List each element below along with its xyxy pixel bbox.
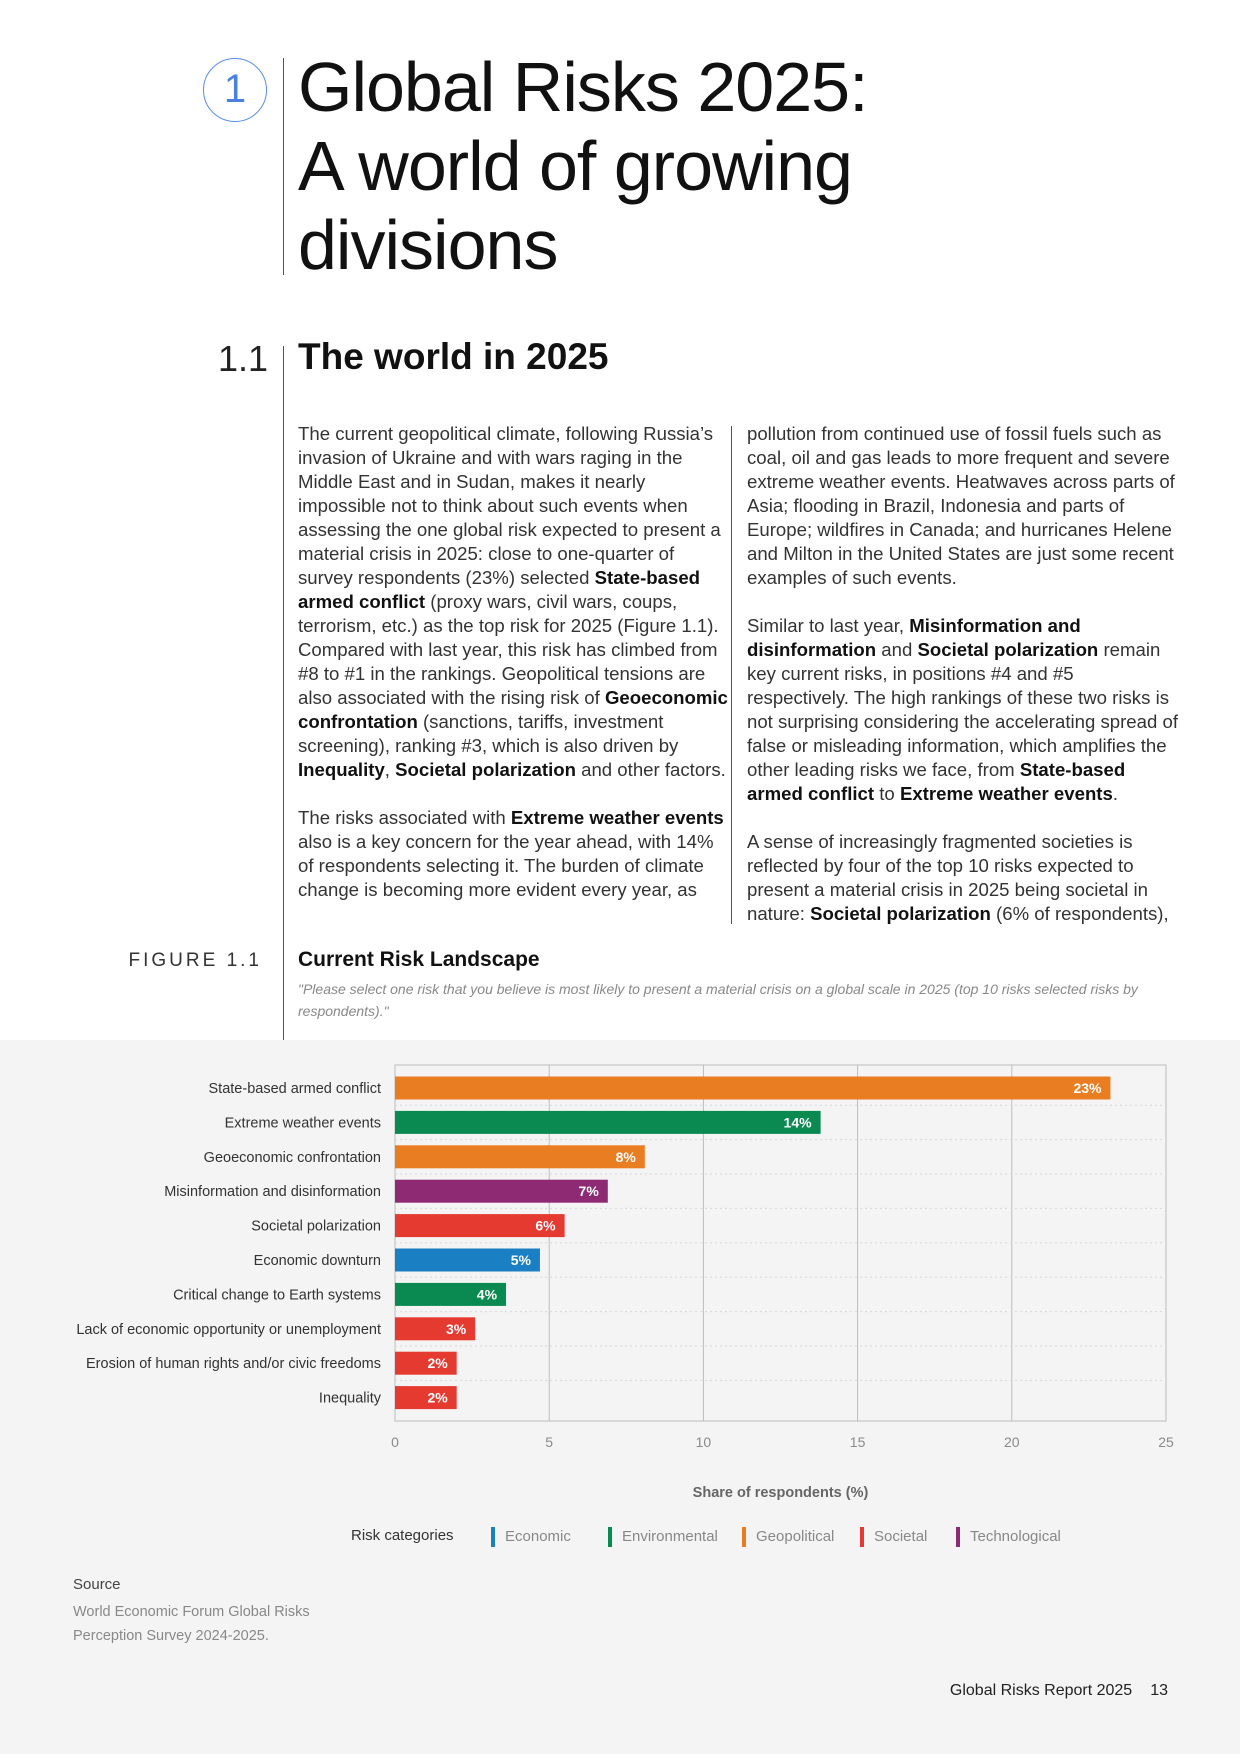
chapter-divider xyxy=(283,58,284,275)
data-label: 14% xyxy=(783,1114,812,1131)
body-text: , xyxy=(384,759,396,780)
category-label: Misinformation and disinformation xyxy=(164,1184,381,1201)
data-label: 7% xyxy=(578,1183,599,1200)
legend-title: Risk categories xyxy=(351,1527,454,1544)
x-tick-label: 15 xyxy=(849,1434,866,1450)
category-label: Lack of economic opportunity or unemployment xyxy=(76,1321,381,1338)
emphasis-text: Extreme weather events xyxy=(899,783,1113,804)
figure-subtitle: "Please select one risk that you believe is most likely to present a material crisis on a global scale in 2025 (top 10 risks selected risks by respondents)." xyxy=(298,981,1138,1019)
category-label: Economic downturn xyxy=(253,1253,381,1269)
category-label: Erosion of human rights and/or civic freedoms xyxy=(86,1356,381,1373)
legend-item-societal: Societal xyxy=(860,1527,927,1547)
x-tick-label: 25 xyxy=(1158,1434,1174,1450)
body-paragraph xyxy=(298,422,728,782)
body-text: . xyxy=(1112,783,1119,804)
bar xyxy=(395,1111,821,1134)
figure-label: FIGURE 1.1 xyxy=(128,950,262,971)
x-axis-label: Share of respondents (%) xyxy=(692,1485,869,1501)
body-text: The current geopolitical climate, following Russia’s invasion of Ukraine and with wars raging in the Middle East and in Sudan, makes it nearly impossible not to think about such events when assessing the one global risk expected to present a material crisis in 2025: close to one-quarter of survey respondents (23%) selected xyxy=(298,423,721,588)
body-text: (6% of respondents), xyxy=(990,903,1169,924)
section-number: 1.1 xyxy=(217,338,268,379)
chapter-number-badge: 1 xyxy=(203,58,267,122)
chapter-title-line: divisions xyxy=(298,206,558,284)
source-text: World Economic Forum Global Risks Perception Survey 2024-2025. xyxy=(73,1604,310,1644)
x-tick-label: 10 xyxy=(695,1434,712,1450)
body-text: The risks associated with xyxy=(298,807,511,828)
section-divider xyxy=(283,346,284,1040)
emphasis-text: Geoeconomic confrontation xyxy=(298,687,728,732)
emphasis-text: Extreme weather events xyxy=(510,807,724,828)
page-number: 13 xyxy=(1150,1682,1168,1699)
data-label: 2% xyxy=(427,1389,448,1406)
data-label: 8% xyxy=(615,1148,636,1165)
category-label: Societal polarization xyxy=(251,1218,381,1235)
body-column-left xyxy=(298,422,728,926)
body-text: (proxy wars, civil wars, coups, terrorism, etc.) as the top risk for 2025 (Figure 1.1). Compared with last year, this risk has climbed from #8 to #1 in the rankings. Geopolitical tensions are also associated with the rising risk of xyxy=(298,591,719,708)
body-paragraph xyxy=(747,614,1179,806)
data-label: 5% xyxy=(510,1252,531,1268)
data-label: 4% xyxy=(476,1286,498,1303)
body-text: Similar to last year, xyxy=(747,615,910,636)
emphasis-text: Misinformation and disinformation xyxy=(747,615,1081,660)
body-text: also is a key concern for the year ahead, with 14% of respondents selecting it. The burden of climate change is becoming more evident every year, as xyxy=(298,831,714,900)
legend-item-environmental: Environmental xyxy=(608,1527,718,1547)
data-label: 6% xyxy=(535,1217,556,1234)
column-divider xyxy=(731,426,732,924)
category-label: State-based armed conflict xyxy=(208,1081,381,1097)
category-label: Geoeconomic confrontation xyxy=(203,1149,381,1166)
risk-bar-chart xyxy=(0,1040,1240,1520)
body-text: to xyxy=(874,783,900,804)
category-label: Inequality xyxy=(318,1390,381,1407)
data-label: 3% xyxy=(445,1320,467,1337)
data-label: 2% xyxy=(427,1355,448,1372)
chapter-title xyxy=(298,48,1098,285)
x-tick-label: 0 xyxy=(391,1434,399,1450)
chapter-title-line: A world of growing xyxy=(298,127,852,205)
legend-item-economic: Economic xyxy=(491,1527,571,1547)
legend-item-geopolitical: Geopolitical xyxy=(742,1527,834,1547)
legend-item-technological: Technological xyxy=(956,1527,1061,1547)
emphasis-text: State-based armed conflict xyxy=(298,567,701,612)
bar xyxy=(395,1180,608,1203)
page-footer xyxy=(900,1682,1168,1700)
body-text: and xyxy=(876,639,918,660)
emphasis-text: Societal polarization xyxy=(395,759,576,780)
emphasis-text: State-based armed conflict xyxy=(747,759,1126,804)
section-title: The world in 2025 xyxy=(298,336,609,377)
report-name: Global Risks Report 2025 xyxy=(949,1682,1133,1699)
body-text: and other factors. xyxy=(575,759,726,780)
bar xyxy=(395,1145,645,1168)
body-text: remain key current risks, in positions #4 and #5 respectively. The high rankings of these two risks is not surprising considering the accelerating spread of false or misleading information, which amplifies the other leading risks we face, from xyxy=(747,639,1179,780)
body-text: (sanctions, tariffs, investment screening), ranking #3, which is also driven by xyxy=(298,711,679,756)
x-tick-label: 5 xyxy=(545,1434,554,1450)
body-column-right xyxy=(747,422,1179,950)
body-text: pollution from continued use of fossil fuels such as coal, oil and gas leads to more frequent and severe extreme weather events. Heatwaves across parts of Asia; flooding in Brazil, Indonesia and parts of Europe; wildfires in Canada; and hurricanes Helene and Milton in the United States are just some recent examples of such events. xyxy=(747,423,1175,588)
x-tick-label: 20 xyxy=(1004,1434,1020,1450)
source-label: Source xyxy=(73,1576,121,1593)
category-label: Extreme weather events xyxy=(224,1115,381,1132)
chapter-title-line: Global Risks 2025: xyxy=(298,48,868,126)
figure-title: Current Risk Landscape xyxy=(298,948,540,971)
body-paragraph xyxy=(747,422,1179,590)
body-paragraph xyxy=(298,806,728,902)
bar xyxy=(395,1077,1110,1100)
emphasis-text: Inequality xyxy=(298,759,385,780)
emphasis-text: Societal polarization xyxy=(810,903,991,924)
data-label: 23% xyxy=(1073,1080,1102,1096)
emphasis-text: Societal polarization xyxy=(917,639,1099,660)
body-paragraph xyxy=(747,830,1179,926)
body-text: A sense of increasingly fragmented societies is reflected by four of the top 10 risks expected to present a material crisis in 2025 being societal in nature: xyxy=(747,831,1149,924)
category-label: Critical change to Earth systems xyxy=(173,1287,381,1304)
